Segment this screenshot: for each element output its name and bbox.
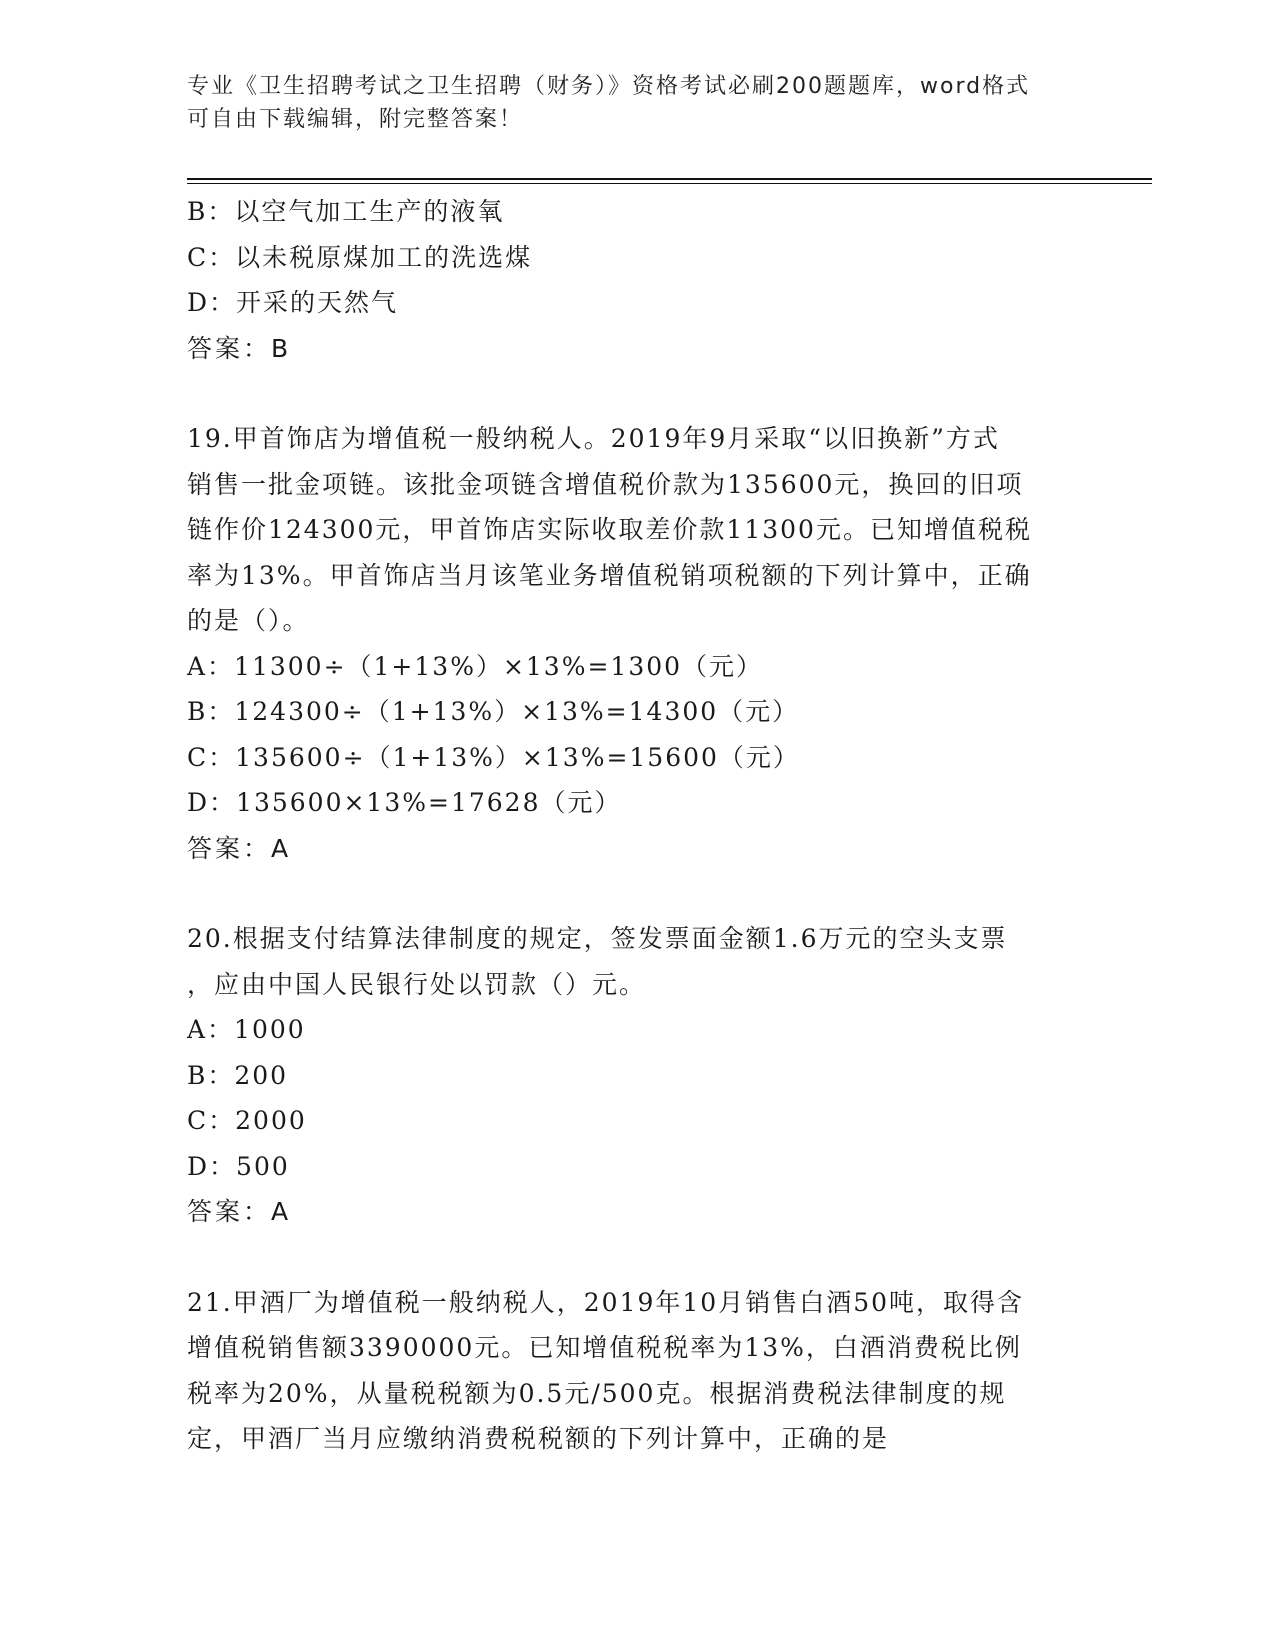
header-divider-thin bbox=[187, 183, 1152, 184]
question-stem-line: 率为13%。甲首饰店当月该笔业务增值税销项税额的下列计算中，正确 bbox=[187, 560, 1032, 590]
question-19 bbox=[187, 416, 1087, 871]
question-stem-line: 的是（）。 bbox=[187, 606, 310, 635]
question-stem-line: 税率为20%，从量税税额为0.5元/500克。根据消费税法律制度的规 bbox=[187, 1378, 1007, 1408]
option-d: D：135600×13%=17628（元） bbox=[187, 788, 622, 817]
option-b: B：124300÷（1+13%）×13%=14300（元） bbox=[187, 697, 800, 726]
option-a: A：11300÷（1+13%）×13%=1300（元） bbox=[187, 651, 764, 681]
document-header bbox=[187, 70, 1067, 136]
question-stem-line: 21.甲酒厂为增值税一般纳税人，2019年10月销售白酒50吨，取得含 bbox=[187, 1287, 1025, 1317]
question-stem-line: 19.甲首饰店为增值税一般纳税人。2019年9月采取“以旧换新”方式 bbox=[187, 424, 1000, 453]
option-b: B：200 bbox=[187, 1060, 289, 1090]
option-d: D：500 bbox=[187, 1151, 290, 1181]
question-stem-line: 20.根据支付结算法律制度的规定，签发票面金额1.6万元的空头支票 bbox=[187, 924, 1008, 953]
option-d: D：开采的天然气 bbox=[187, 288, 399, 317]
header-line-1: 专业《卫生招聘考试之卫生招聘（财务）》资格考试必刷200题题库，word格式 bbox=[187, 74, 1031, 99]
option-c: C：2000 bbox=[187, 1106, 307, 1135]
option-a: A：1000 bbox=[187, 1015, 306, 1044]
question-18-tail bbox=[187, 189, 1087, 371]
question-stem-line: 链作价124300元，甲首饰店实际收取差价款11300元。已知增值税税 bbox=[187, 515, 1032, 544]
question-stem-line: ，应由中国人民银行处以罚款（）元。 bbox=[187, 969, 647, 999]
answer-line: 答案：A bbox=[187, 1197, 292, 1226]
answer-line: 答案：B bbox=[187, 333, 292, 363]
document-body bbox=[187, 189, 1087, 1462]
option-b: B：以空气加工生产的液氧 bbox=[187, 197, 505, 226]
option-c: C：以未税原煤加工的洗选煤 bbox=[187, 242, 533, 272]
header-divider-thick bbox=[187, 178, 1152, 180]
option-c: C：135600÷（1+13%）×13%=15600（元） bbox=[187, 742, 800, 772]
question-stem-line: 增值税销售额3390000元。已知增值税税率为13%，白酒消费税比例 bbox=[187, 1333, 1022, 1362]
question-stem-line: 销售一批金项链。该批金项链含增值税价款为135600元，换回的旧项 bbox=[187, 469, 1024, 499]
answer-line: 答案：A bbox=[187, 833, 292, 863]
header-line-2: 可自由下载编辑，附完整答案！ bbox=[187, 107, 524, 132]
question-20 bbox=[187, 916, 1087, 1235]
question-21 bbox=[187, 1280, 1087, 1462]
question-stem-line: 定，甲酒厂当月应缴纳消费税税额的下列计算中，正确的是 bbox=[187, 1424, 890, 1453]
